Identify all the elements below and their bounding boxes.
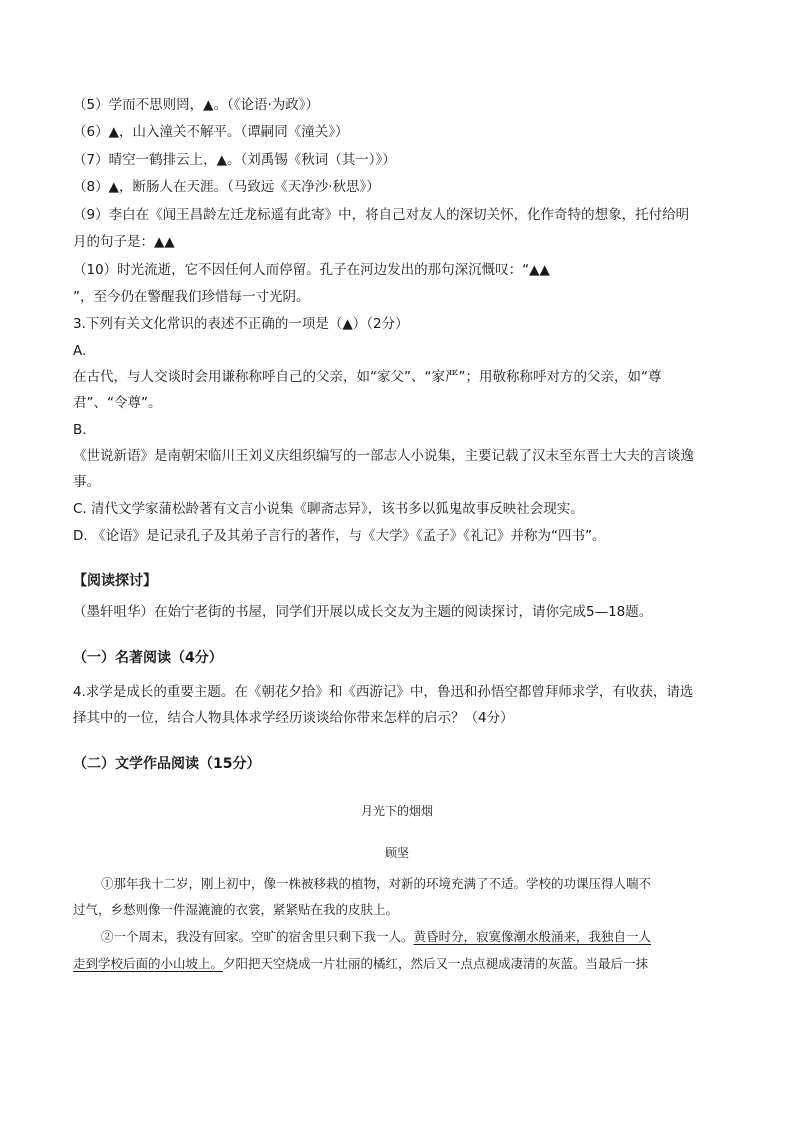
- text-line: （10）时光流逝，它不因任何人而停留。孔子在河边发出的那句深沉慨叹：“▲▲: [73, 262, 550, 278]
- section-heading-reading: 【阅读探讨】: [73, 573, 157, 589]
- section-heading-literature: （二）文学作品阅读（15分）: [73, 756, 261, 772]
- section-heading-classics: （一）名著阅读（4分）: [73, 650, 223, 666]
- paragraph-2: [101, 928, 651, 946]
- option-a-text: 君”、“令尊”。: [73, 395, 162, 411]
- option-d: D. 《论语》是记录孔子及其弟子言行的著作，与《大学》《孟子》《礼记》并称为“四书”。: [73, 528, 606, 544]
- text-line: （8）▲，断肠人在天涯。（马致远《天净沙·秋思》）: [73, 179, 380, 195]
- option-b-text: 《世说新语》是南朝宋临川王刘义庆组织编写的一部志人小说集，主要记载了汉末至东晋士大夫的言谈逸: [73, 448, 694, 464]
- article-author: 顾坚: [384, 846, 409, 860]
- question-4: 4.求学是成长的重要主题。在《朝花夕拾》和《西游记》中，鲁迅和孙悟空都曾拜师求学，有收获，请选: [73, 684, 694, 700]
- text-line: （9）李白在《闻王昌龄左迁龙标遥有此寄》中，将自己对友人的深切关怀，化作奇特的想象，托付给明: [73, 207, 690, 223]
- question-4: 择其中的一位，结合人物具体求学经历谈谈给你带来怎样的启示？（4分）: [73, 710, 514, 726]
- text-line: ”，至今仍在警醒我们珍惜每一寸光阴。: [73, 289, 310, 305]
- underlined-sentence: 走到学校后面的小山坡上。: [73, 956, 224, 971]
- text-line: （5）学而不思则罔，▲。（《论语·为政》）: [73, 97, 320, 113]
- text-line: 月的句子是：▲▲: [73, 234, 175, 250]
- paragraph-2: [73, 955, 648, 973]
- text-line: （7）晴空一鹤排云上，▲。（刘禹锡《秋词（其一）》）: [73, 152, 396, 168]
- paragraph-2-text: ②一个周末，我没有回家。空旷的宿舍里只剩下我一人。: [101, 929, 414, 944]
- option-a-text: 在古代，与人交谈时会用谦称称呼自己的父亲，如“家父”、“家严”；用敬称称呼对方的父亲，如“尊: [73, 369, 662, 385]
- text-line: （6）▲，山入潼关不解平。（谭嗣同《潼关》）: [73, 124, 349, 140]
- underlined-sentence: 黄昏时分，寂寞像潮水般涌来，我独自一人: [413, 929, 652, 944]
- article-title: 月光下的烟烟: [360, 804, 433, 818]
- option-b-text: 事。: [73, 474, 100, 490]
- option-c: C. 清代文学家蒲松龄著有文言小说集《聊斋志异》，该书多以狐鬼故事反映社会现实。: [73, 501, 584, 517]
- option-a-label: A.: [73, 343, 87, 359]
- paragraph-2-text: 夕阳把天空烧成一片壮丽的橘红，然后又一点点褪成凄清的灰蓝。当最后一抹: [223, 956, 649, 971]
- paragraph-1: 过气，乡愁则像一件湿漉漉的衣裳，紧紧贴在我的皮肤上。: [73, 902, 399, 917]
- option-b-label: B.: [73, 422, 87, 438]
- paragraph-1: ①那年我十二岁，刚上初中，像一株被移栽的植物，对新的环境充满了不适。学校的功课压得人喘不: [101, 876, 652, 891]
- question-3: 3.下列有关文化常识的表述不正确的一项是（▲）（2分）: [73, 316, 409, 332]
- intro-text: （墨轩咀华）在始宁老街的书屋，同学们开展以成长交友为主题的阅读探讨，请你完成5—18题。: [73, 604, 653, 620]
